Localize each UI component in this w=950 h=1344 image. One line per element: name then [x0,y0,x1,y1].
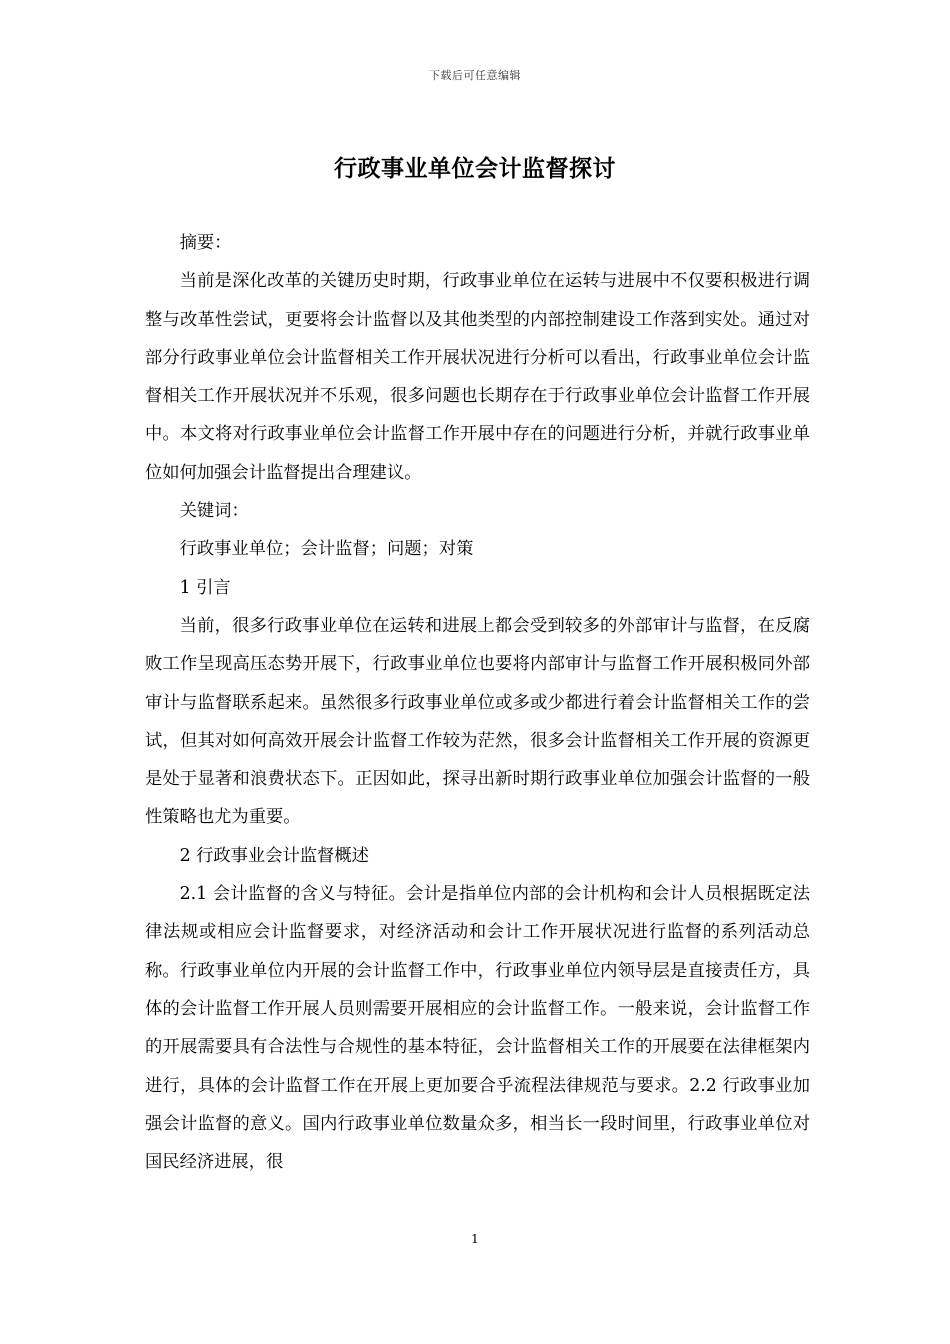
abstract-label: 摘要： [179,233,232,253]
document-title: 行政事业单位会计监督探讨 [334,156,616,182]
keywords-paragraph: 行政事业单位；会计监督；问题；对策 [179,539,474,560]
keywords-label: 关键词： [179,501,249,522]
section-2-heading: 2 行政事业会计监督概述 [179,845,369,866]
section-2-paragraph: 2.1 会计监督的含义与特征。会计是指单位内部的会计机构和会计人员根据既定法律法规或相应会计监督要求，对经济活动和会计工作开展状况进行监督的系列活动总称。行政事业单位内开展的会计监督工作中，行政事业单位内领导层是直接责任方，具体的会计监督工作开展人员则需要开展相应的会计监督工作。一般来说，会计监督工作的开展需要具有合法性与合规性的基本特征，会计监督相关工作的开展要在法律框架内进行，具体的会计监督工作在开展上更加要合乎流程法律规范与要求。2.2 行政事业加强会计监督的意义。国内行政事业单位数量众多，相当长一段时间里，行政事业单位对国民经济进展，很 [145,884,810,1173]
page-number: 1 [471,1232,479,1246]
section-1-paragraph: 当前，很多行政事业单位在运转和进展上都会受到较多的外部审计与监督，在反腐败工作呈现高压态势开展下，行政事业单位也要将内部审计与监督工作开展积极同外部审计与监督联系起来。虽然很多行政事业单位或多或少都进行着会计监督相关工作的尝试，但其对如何高效开展会计监督工作较为茫然，很多会计监督相关工作开展的资源更是处于显著和浪费状态下。正因如此，探寻出新时期行政事业单位加强会计监督的一般性策略也尤为重要。 [145,615,810,828]
document-body [145,224,810,1181]
section-1-heading: 1 引言 [179,577,231,598]
header-note: 下载后可任意编辑 [429,69,521,82]
abstract-paragraph: 当前是深化改革的关键历史时期，行政事业单位在运转与进展中不仅要积极进行调整与改革性尝试，更要将会计监督以及其他类型的内部控制建设工作落到实处。通过对部分行政事业单位会计监督相关工作开展状况进行分析可以看出，行政事业单位会计监督相关工作开展状况并不乐观，很多问题也长期存在于行政事业单位会计监督工作开展中。本文将对行政事业单位会计监督工作开展中存在的问题进行分析，并就行政事业单位如何加强会计监督提出合理建议。 [145,271,810,483]
